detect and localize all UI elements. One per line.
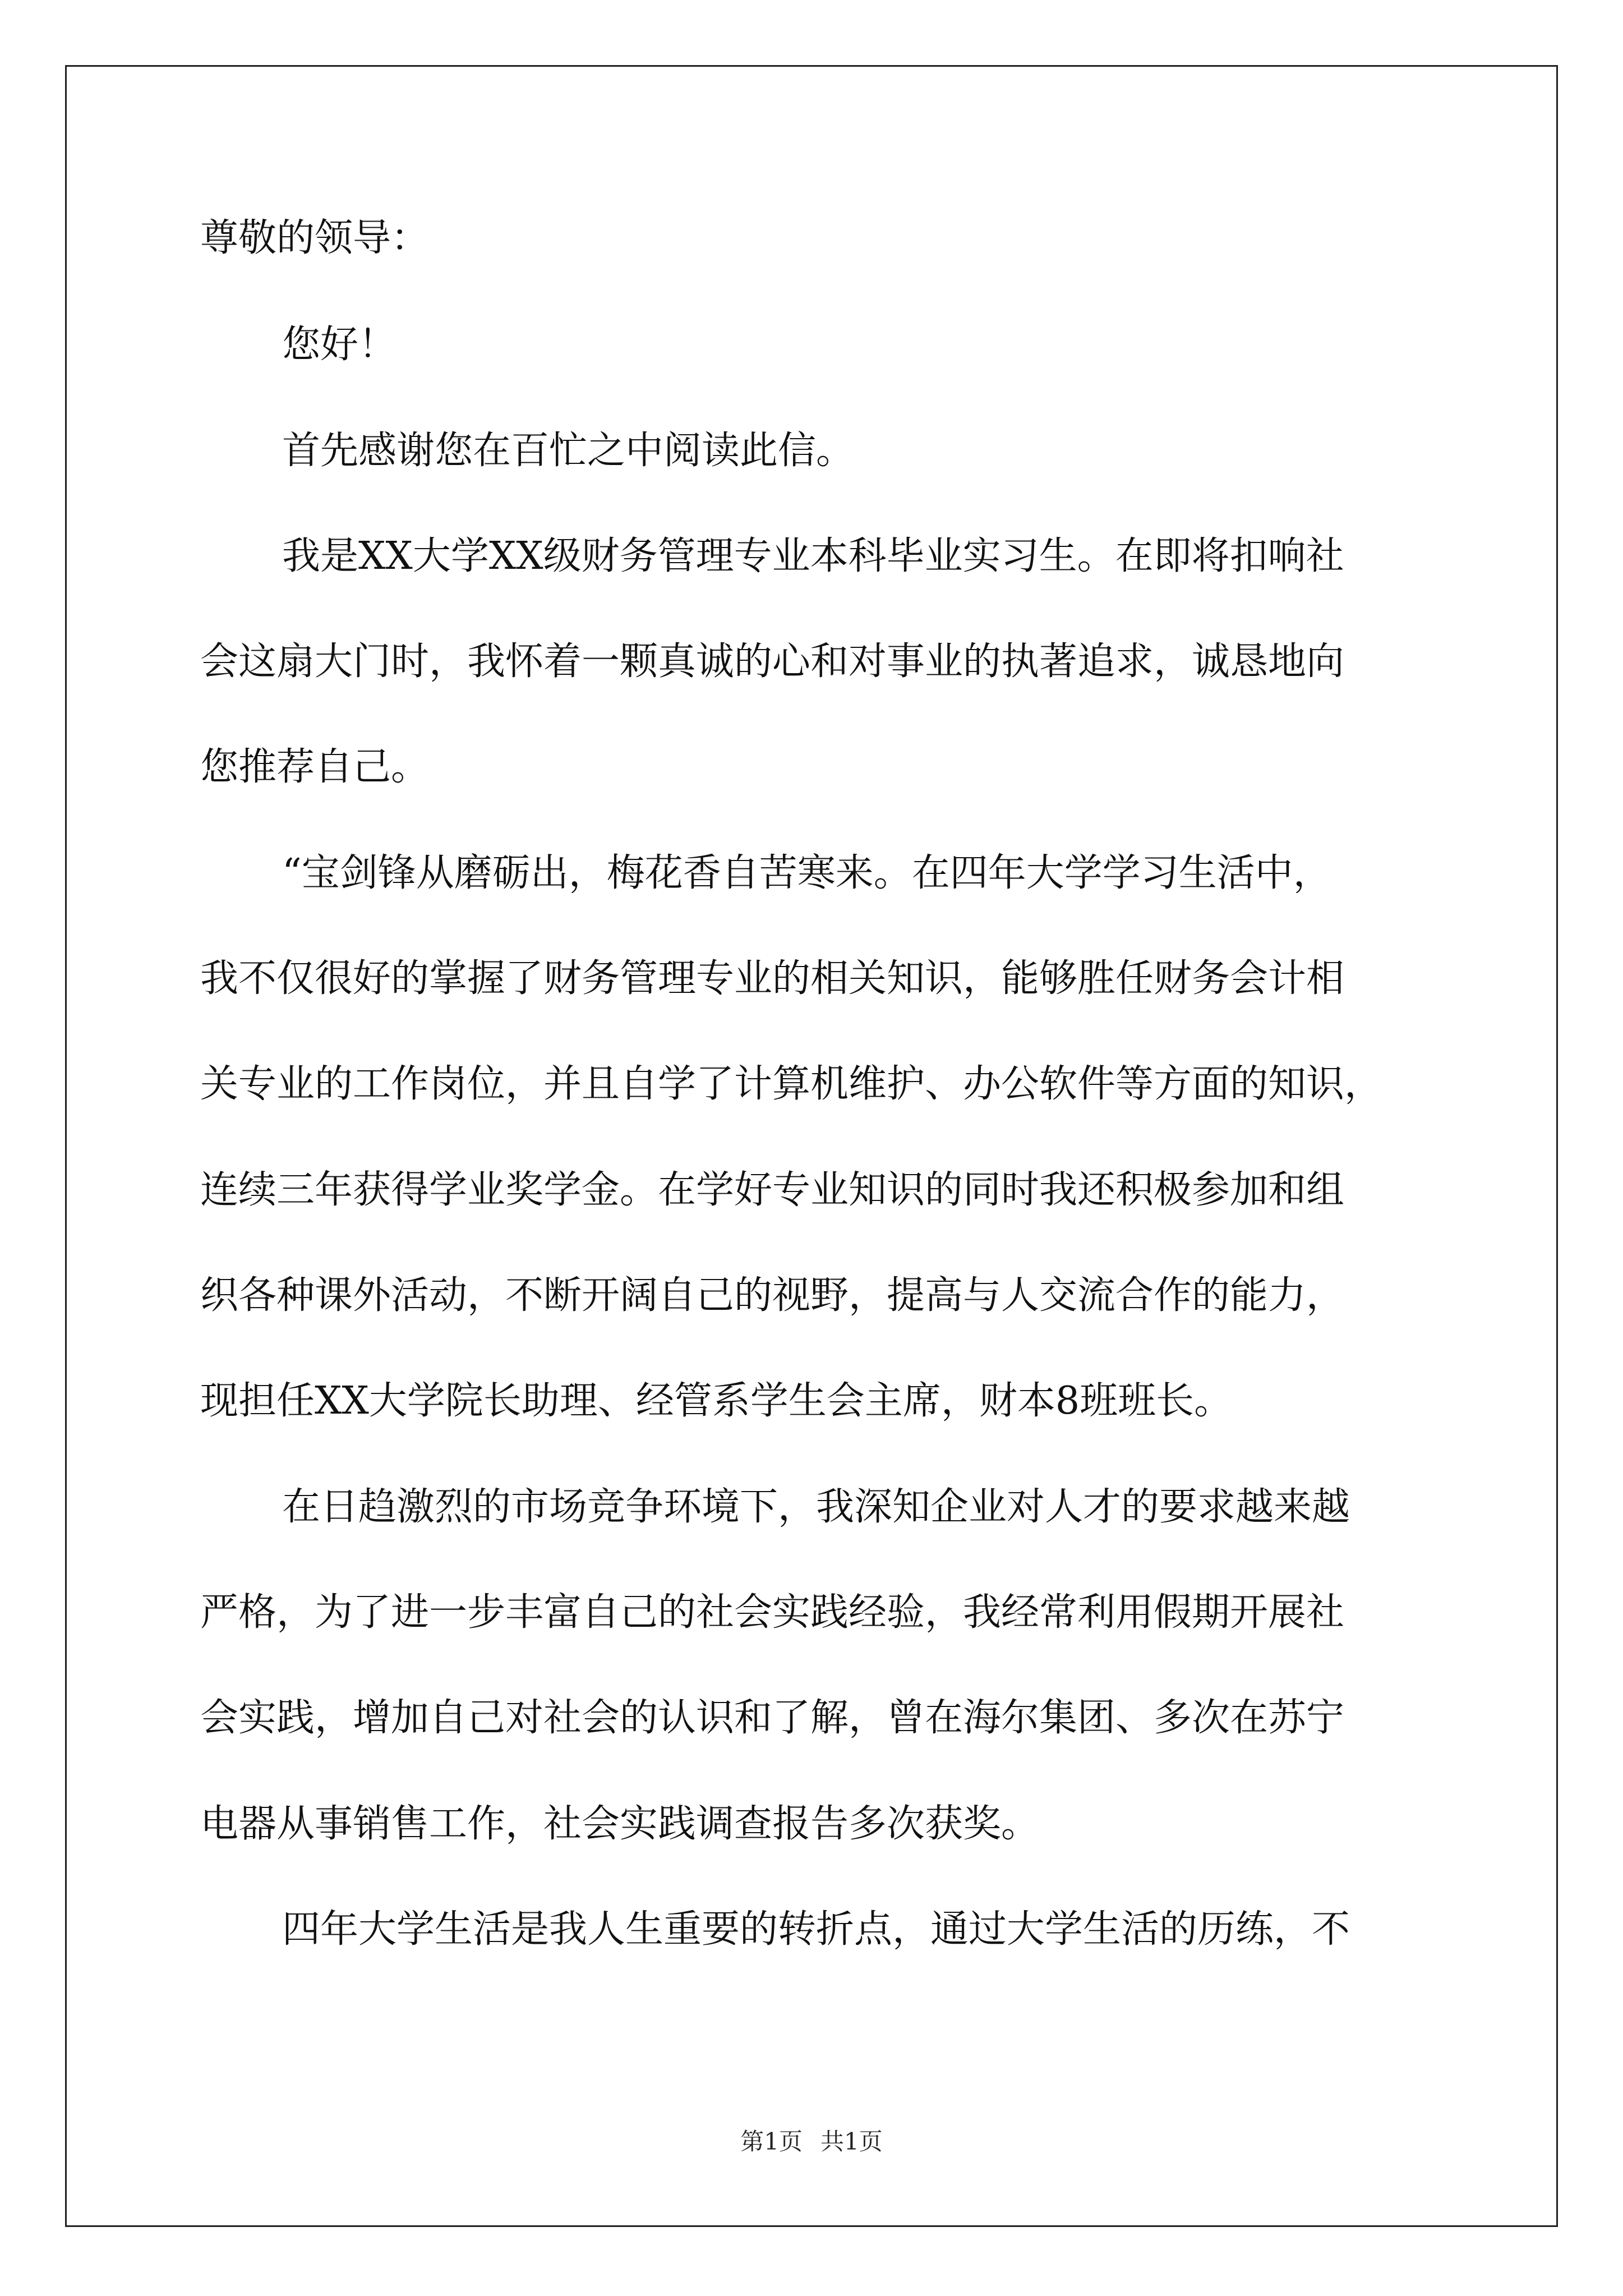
salutation: 尊敬的领导： (200, 216, 430, 260)
paragraph-line: 电器从事销售工作，社会实践调查报告多次获奖。 (200, 1802, 1040, 1846)
paragraph-line: “宝剑锋从磨砺出，梅花香自苦寒来。在四年大学学习生活中， (282, 851, 1331, 895)
paragraph-line: 首先感谢您在百忙之中阅读此信。 (282, 429, 855, 473)
greeting: 您好！ (282, 323, 397, 367)
paragraph-line: 现担任XX大学院长助理、经管系学生会主席，财本8班班长。 (200, 1379, 1233, 1423)
paragraph-line: 我是XX大学XX级财务管理专业本科毕业实习生。在即将扣响社 (282, 534, 1344, 578)
paragraph-line: 严格，为了进一步丰富自己的社会实践经验，我经常利用假期开展社 (200, 1590, 1345, 1635)
page-number: 第1页 (740, 2128, 803, 2155)
paragraph-line: 会这扇大门时，我怀着一颗真诚的心和对事业的执著追求，诚恳地向 (200, 639, 1345, 684)
paragraph-line: 关专业的工作岗位，并且自学了计算机维护、办公软件等方面的知识， (200, 1062, 1383, 1106)
paragraph-line: 连续三年获得学业奖学金。在学好专业知识的同时我还积极参加和组 (200, 1168, 1345, 1212)
paragraph-line: 您推荐自己。 (200, 745, 430, 789)
paragraph-line: 织各种课外活动，不断开阔自己的视野，提高与人交流合作的能力， (200, 1273, 1345, 1318)
paragraph-line: 在日趋激烈的市场竞争环境下，我深知企业对人才的要求越来越 (282, 1485, 1350, 1529)
paragraph-line: 我不仅很好的掌握了财务管理专业的相关知识，能够胜任财务会计相 (200, 956, 1345, 1001)
paragraph-line: 会实践，增加自己对社会的认识和了解，曾在海尔集团、多次在苏宁 (200, 1696, 1345, 1740)
page-total: 共1页 (820, 2128, 883, 2155)
paragraph-line: 四年大学生活是我人生重要的转折点，通过大学生活的历练，不 (282, 1907, 1350, 1952)
page-footer (0, 2125, 1623, 2159)
